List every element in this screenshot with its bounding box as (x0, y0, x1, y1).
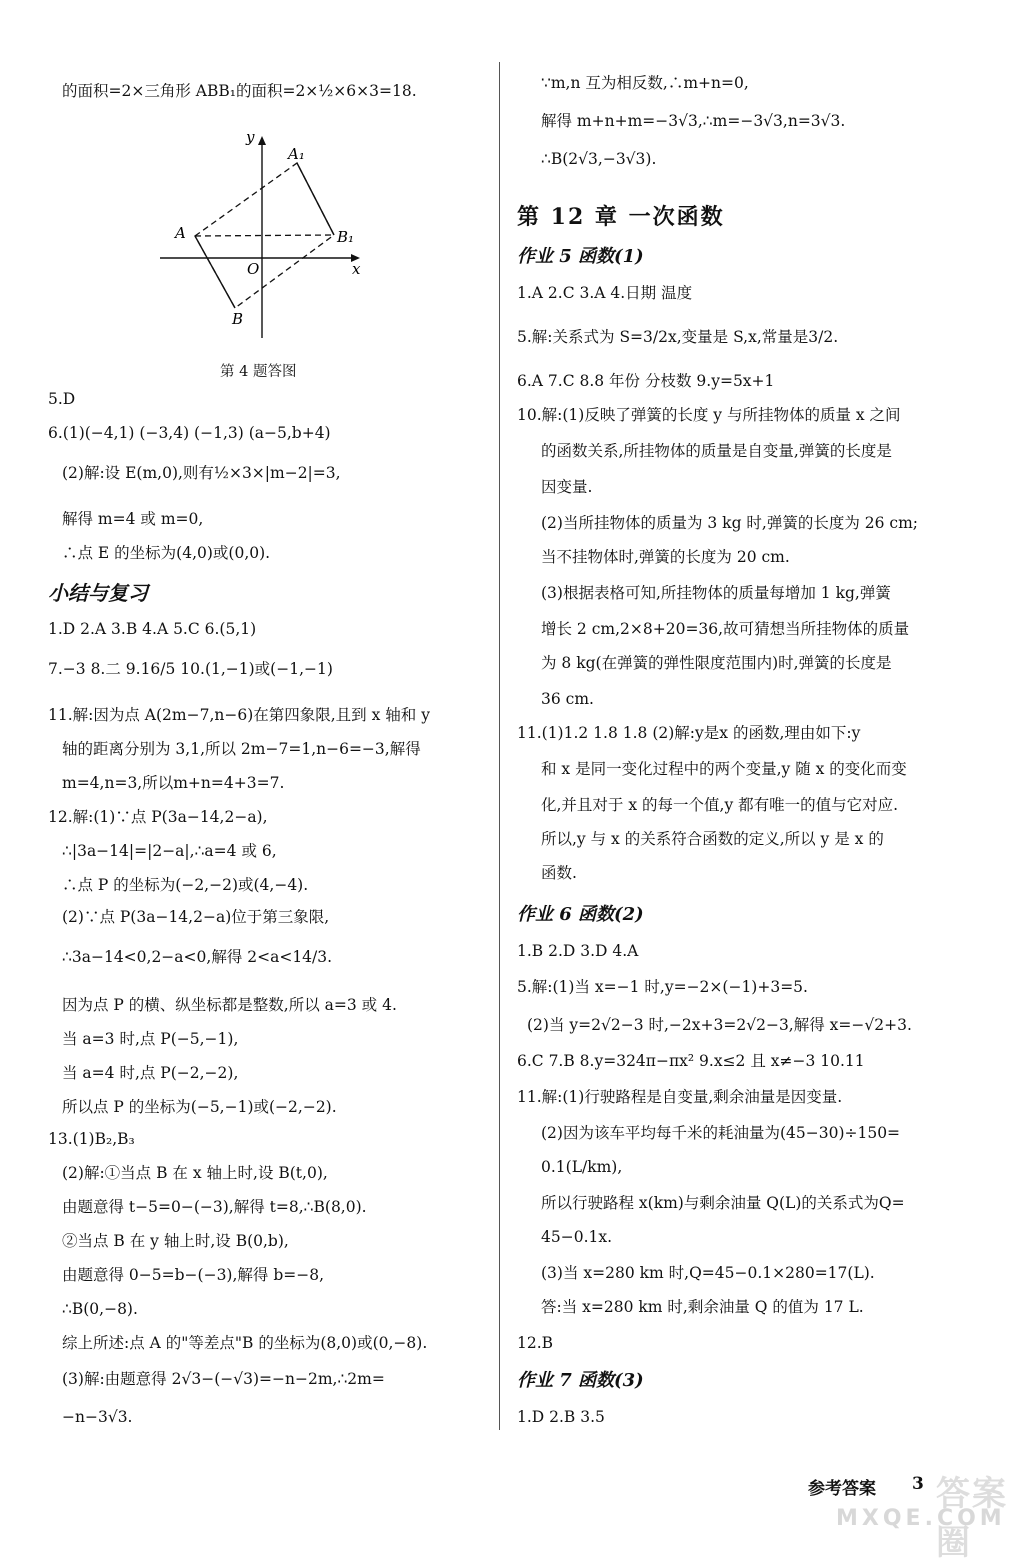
homework-title: 作业 5 函数(1) (517, 246, 644, 267)
text-line: ∴点 P 的坐标为(−2,−2)或(4,−4). (62, 876, 309, 894)
text-line: 11.解:因为点 A(2m−7,n−6)在第四象限,且到 x 轴和 y (48, 706, 430, 724)
text-line: 解得 m=4 或 m=0, (62, 510, 204, 528)
text-line: 当 a=4 时,点 P(−2,−2), (62, 1064, 239, 1082)
text-line: 为 8 kg(在弹簧的弹性限度范围内)时,弹簧的长度是 (541, 654, 892, 672)
label-y: y (246, 128, 255, 146)
text-line: 由题意得 t−5=0−(−3),解得 t=8,∴B(8,0). (62, 1198, 367, 1216)
text-line: 解得 m+n+m=−3√3,∴m=−3√3,n=3√3. (541, 112, 846, 130)
label-x: x (352, 260, 361, 278)
text-line: 当 a=3 时,点 P(−5,−1), (62, 1030, 239, 1048)
text-line: (2)解:①当点 B 在 x 轴上时,设 B(t,0), (62, 1164, 328, 1182)
text-line: 13.(1)B₂,B₃ (48, 1130, 135, 1148)
text-line: 因为点 P 的横、纵坐标都是整数,所以 a=3 或 4. (62, 996, 397, 1014)
text-line: (3)当 x=280 km 时,Q=45−0.1×280=17(L). (541, 1264, 875, 1282)
text-line: 12.解:(1)∵点 P(3a−14,2−a), (48, 808, 268, 826)
text-line: m=4,n=3,所以m+n=4+3=7. (62, 774, 285, 792)
text-line: ②当点 B 在 y 轴上时,设 B(0,b), (62, 1232, 289, 1250)
text-line: 5.解:(1)当 x=−1 时,y=−2×(−1)+3=5. (517, 978, 808, 996)
text-line: 7.−3 8.二 9.16/5 10.(1,−1)或(−1,−1) (48, 660, 333, 678)
homework-title: 作业 7 函数(3) (517, 1370, 644, 1391)
text-line: 轴的距离分别为 3,1,所以 2m−7=1,n−6=−3,解得 (62, 740, 421, 758)
text-line: 1.A 2.C 3.A 4.日期 温度 (517, 284, 693, 302)
text-line: 5.D (48, 390, 76, 408)
text-line: 所以,y 与 x 的关系符合函数的定义,所以 y 是 x 的 (541, 830, 884, 848)
text-line: 1.B 2.D 3.D 4.A (517, 942, 639, 960)
figure-4-answer (150, 118, 380, 343)
text-line: ∵m,n 互为相反数,∴m+n=0, (541, 74, 749, 92)
text-line: (3)解:由题意得 2√3−(−√3)=−n−2m,∴2m= (62, 1370, 385, 1388)
text-line: (2)因为该车平均每千米的耗油量为(45−30)÷150= (541, 1124, 901, 1142)
section-title: 小结与复习 (48, 581, 148, 605)
diagonal-ab1 (195, 235, 334, 236)
figure-caption: 第 4 题答图 (220, 364, 297, 380)
homework-title: 作业 6 函数(2) (517, 904, 644, 925)
label-origin: O (247, 260, 260, 278)
y-axis-arrow (258, 136, 266, 145)
watermark-url: MXQE.COM (836, 1506, 1006, 1531)
watermark-logo: 答案圈 (936, 1474, 1008, 1563)
text-line: 6.C 7.B 8.y=324π−πx² 9.x≤2 且 x≠−3 10.11 (517, 1052, 865, 1070)
segment-a1b1 (297, 163, 334, 235)
text-line: 10.解:(1)反映了弹簧的长度 y 与所挂物体的质量 x 之间 (517, 406, 901, 424)
text-line: 所以点 P 的坐标为(−5,−1)或(−2,−2). (62, 1098, 337, 1116)
text-line: 1.D 2.A 3.B 4.A 5.C 6.(5,1) (48, 620, 257, 638)
text-line: 45−0.1x. (541, 1228, 613, 1246)
text-line: 综上所述:点 A 的"等差点"B 的坐标为(8,0)或(0,−8). (62, 1334, 428, 1352)
text-line: (2)∵点 P(3a−14,2−a)位于第三象限, (62, 908, 330, 926)
text-line: 的面积=2×三角形 ABB₁的面积=2×½×6×3=18. (62, 82, 417, 100)
label-b: B (232, 310, 244, 328)
footer-label: 参考答案 (808, 1479, 876, 1499)
text-line: ∴B(0,−8). (62, 1300, 138, 1318)
column-divider (499, 62, 500, 1430)
text-line: ∴|3a−14|=|2−a|,∴a=4 或 6, (62, 842, 277, 860)
text-line: 函数. (541, 864, 577, 882)
text-line: (2)解:设 E(m,0),则有½×3×|m−2|=3, (62, 464, 341, 482)
text-line: 0.1(L/km), (541, 1158, 623, 1176)
label-a1: A₁ (288, 145, 305, 163)
chapter-title: 第 12 章 一次函数 (517, 204, 725, 230)
text-line: ∴点 E 的坐标为(4,0)或(0,0). (62, 544, 271, 562)
text-line: 36 cm. (541, 690, 594, 708)
text-line: 化,并且对于 x 的每一个值,y 都有唯一的值与它对应. (541, 796, 899, 814)
label-a: A (175, 224, 186, 242)
text-line: 因变量. (541, 478, 593, 496)
text-line: 答:当 x=280 km 时,剩余油量 Q 的值为 17 L. (541, 1298, 864, 1316)
text-line: 6.A 7.C 8.8 年份 分枝数 9.y=5x+1 (517, 372, 775, 390)
text-line: (2)当 y=2√2−3 时,−2x+3=2√2−3,解得 x=−√2+3. (527, 1016, 912, 1034)
text-line: 11.(1)1.2 1.8 1.8 (2)解:y是x 的函数,理由如下:y (517, 724, 861, 742)
text-line: ∴3a−14<0,2−a<0,解得 2<a<14/3. (62, 948, 333, 966)
text-line: 11.解:(1)行驶路程是自变量,剩余油量是因变量. (517, 1088, 843, 1106)
page-number: 3 (912, 1474, 924, 1494)
text-line: 1.D 2.B 3.5 (517, 1408, 605, 1426)
text-line: 的函数关系,所挂物体的质量是自变量,弹簧的长度是 (541, 442, 892, 460)
text-line: (3)根据表格可知,所挂物体的质量每增加 1 kg,弹簧 (541, 584, 891, 602)
text-line: 12.B (517, 1334, 554, 1352)
text-line: ∴B(2√3,−3√3). (541, 150, 657, 168)
text-line: −n−3√3. (62, 1408, 133, 1426)
text-line: 和 x 是同一变化过程中的两个变量,y 随 x 的变化而变 (541, 760, 907, 778)
text-line: 所以行驶路程 x(km)与剩余油量 Q(L)的关系式为Q= (541, 1194, 905, 1212)
text-line: (2)当所挂物体的质量为 3 kg 时,弹簧的长度为 26 cm; (541, 514, 919, 532)
text-line: 5.解:关系式为 S=3/2x,变量是 S,x,常量是3/2. (517, 328, 839, 346)
text-line: 当不挂物体时,弹簧的长度为 20 cm. (541, 548, 790, 566)
text-line: 6.(1)(−4,1) (−3,4) (−1,3) (a−5,b+4) (48, 424, 331, 442)
text-line: 由题意得 0−5=b−(−3),解得 b=−8, (62, 1266, 325, 1284)
text-line: 增长 2 cm,2×8+20=36,故可猜想当所挂物体的质量 (541, 620, 910, 638)
segment-ab (195, 236, 235, 308)
label-b1: B₁ (337, 228, 355, 246)
